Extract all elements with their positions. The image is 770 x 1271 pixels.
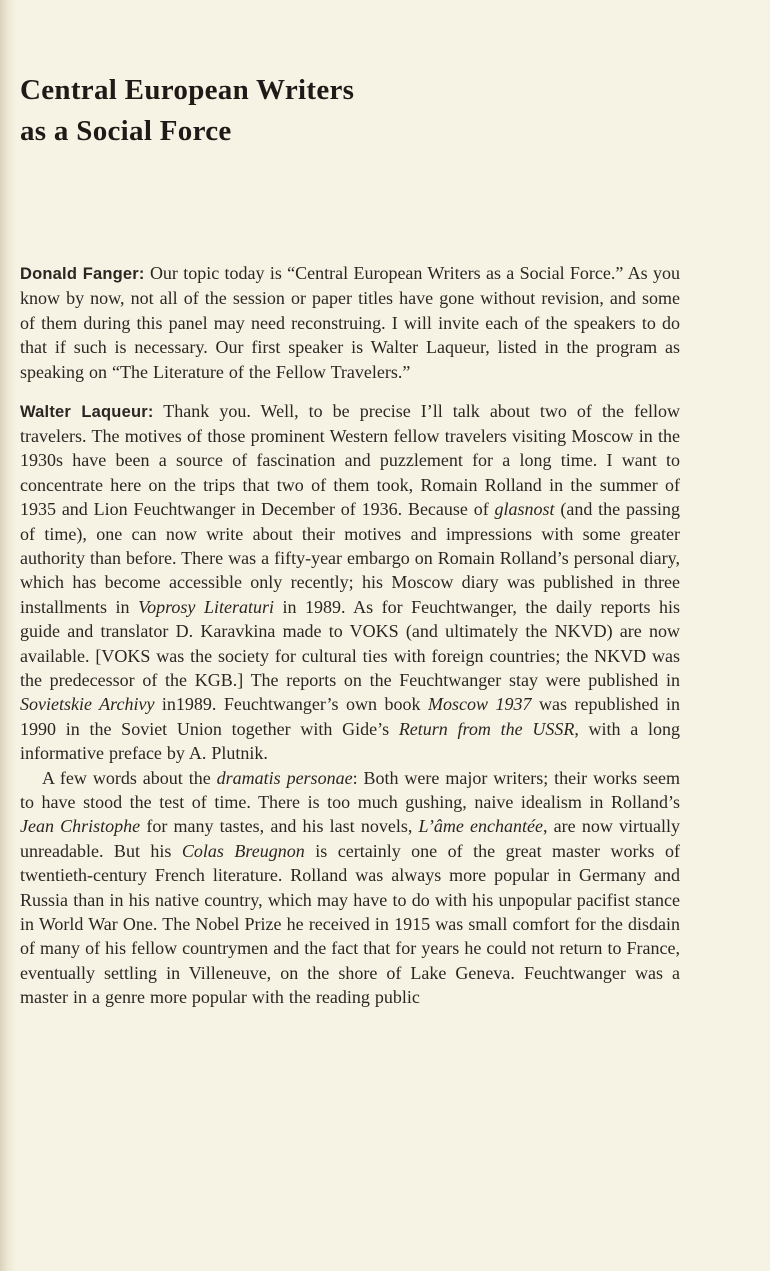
book-page — [20, 0, 680, 1271]
paragraph-text: (and the passing of time), one can now write about their motives and impressions with some greater authority than before. There was a fifty-year embargo on Romain Rolland’s personal diary, which has become accessible only recently; his Moscow diary was published in three installments in — [20, 499, 680, 617]
paragraph-text: is certainly one of the great master works of twentieth-century French literature. Rolland was always more popular in Germany and Russia than in his native country, which may have to do with his unpopular pacifist stance in World War One. The Nobel Prize he received in 1915 was small comfort for the disdain of many of his fellow countrymen and the fact that for years he could not return to France, eventually settling in Villeneuve, on the shore of Lake Geneva. Feuchtwanger was a master in a genre more popular with the reading public — [20, 840, 680, 1008]
paragraph-text: for many tastes, and his last novels, — [140, 816, 419, 837]
paragraph-text: A few words about the — [42, 767, 217, 788]
speaker-name-fanger: Donald Fanger: — [20, 265, 145, 283]
italic-title-jean-christophe: Jean Christophe — [20, 816, 141, 837]
paragraph-text: : Both were major writers; their works seem to have stood the test of time. There is too much gushing, naive idealism in Rolland’s — [20, 767, 680, 813]
paragraph-text: , with a long informative preface by A. Plutnik. — [20, 718, 681, 764]
speaker-name-laqueur: Walter Laqueur: — [20, 402, 154, 421]
paragraph-dramatis-personae — [20, 766, 680, 1010]
transcript-body — [20, 261, 680, 1010]
italic-title-colas-breugnon: Colas Breugnon — [181, 840, 305, 861]
italic-title-return-from-ussr: Return from the USSR — [398, 718, 575, 739]
paragraph-text: in1989. Feuchtwanger’s own book — [154, 694, 429, 715]
paragraph-fanger — [20, 261, 680, 384]
italic-term-dramatis-personae: dramatis personae — [216, 767, 353, 788]
italic-title-moscow-1937: Moscow 1937 — [428, 694, 532, 715]
paragraph-laqueur — [20, 399, 680, 766]
paragraph-text: Thank you. Well, to be precise I’ll talk about two of the fellow travelers. The motives of those prominent Western fellow travelers visiting Moscow in the 1930s have been a source of fascination and puzzlement for a long time. I want to concentrate here on the trips that two of them took, Romain Rolland in the summer of 1935 and Lion Feuchtwanger in December of 1936. Because of — [20, 400, 680, 520]
book-gutter-shadow — [0, 0, 16, 1271]
paragraph-text: was republished in 1990 in the Soviet Union together with Gide’s — [20, 694, 680, 739]
italic-title-sovietskie-archivy: Sovietskie Archivy — [20, 694, 155, 715]
italic-title-lame-enchantee: L’âme enchantée — [418, 816, 543, 837]
chapter-title — [20, 70, 354, 152]
italic-term-glasnost: glasnost — [494, 499, 555, 520]
paragraph-text: in 1989. As for Feuchtwanger, the daily reports his guide and translator D. Karavkina made to VOKS (and ultimately the NKVD) are now available. [VOKS was the society for cultural ties with foreign countries; the NKVD was the predecessor of the KGB.] The reports on the Feuchtwanger stay were published in — [20, 596, 680, 690]
italic-title-voprosy-literaturi: Voprosy Literaturi — [138, 596, 274, 617]
paragraph-text: , are now virtually unreadable. But his — [20, 816, 680, 861]
paragraph-text: Our topic today is “Central European Writers as a Social Force.” As you know by now, not all of the session or paper titles have gone without revision, and some of them during this panel may need reconstruing. I will invite each of the speakers to do that if such is necessary. Our first speaker is Walter Laqueur, listed in the program as speaking on “The Literature of the Fellow Travelers.” — [20, 263, 680, 382]
chapter-title-line-1: Central European Writers — [20, 74, 355, 106]
chapter-title-line-2: as a Social Force — [20, 115, 232, 147]
